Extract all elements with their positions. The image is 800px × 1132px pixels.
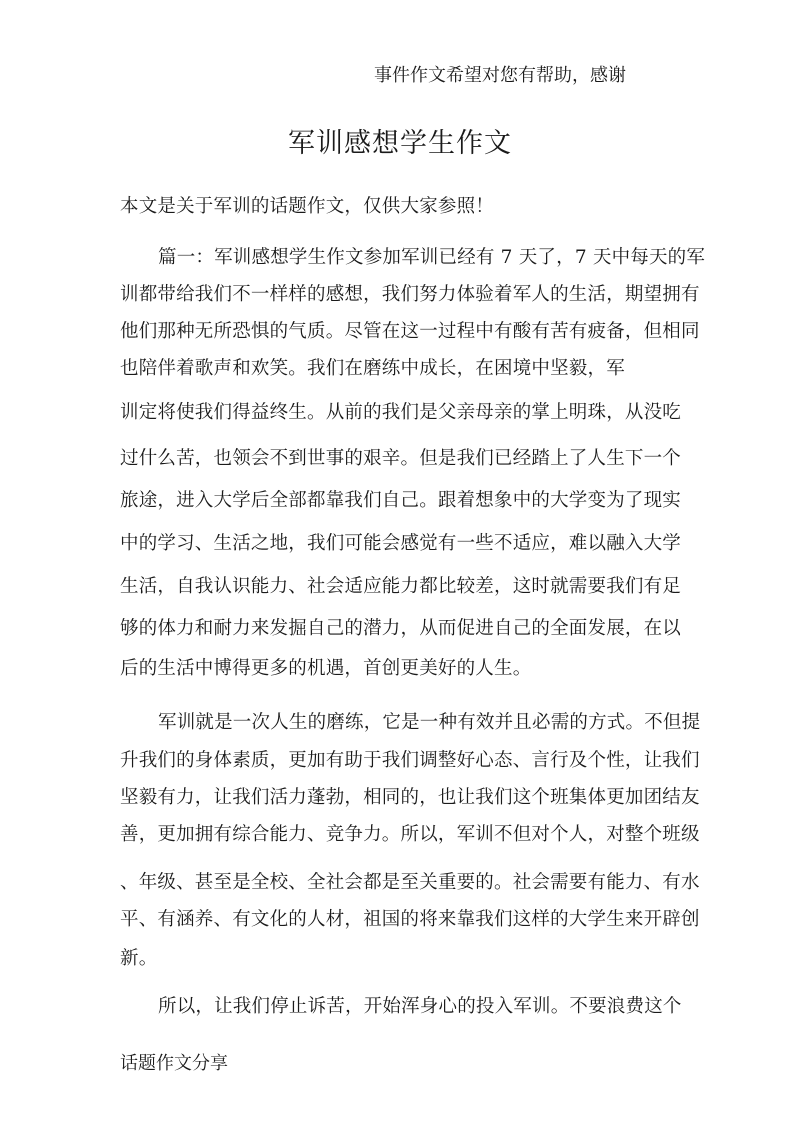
intro-line: 本文是关于军训的话题作文，仅供大家参照！ <box>120 196 495 217</box>
paragraph-line: 过什么苦，也领会不到世事的艰辛。但是我们已经踏上了人生下一个 <box>120 448 682 469</box>
paragraph-line: 旅途，进入大学后全部都靠我们自己。跟着想象中的大学变为了现实 <box>120 490 682 511</box>
paragraph-line: 生活，自我认识能力、社会适应能力都比较差，这时就需要我们有足 <box>120 576 682 597</box>
paragraph-line: 训都带给我们不一样样的感想，我们努力体验着军人的生活，期望拥有 <box>120 284 700 305</box>
paragraph-line: 坚毅有力，让我们活力蓬勃，相同的，也让我们这个班集体更加团结友 <box>120 787 700 808</box>
paragraph-line: 新。 <box>120 948 158 969</box>
paragraph-line: 够的体力和耐力来发掘自己的潜力，从而促进自己的全面发展，在以 <box>120 618 682 639</box>
paragraph-line: 他们那种无所恐惧的气质。尽管在这一过程中有酸有苦有疲备，但相同 <box>120 321 700 342</box>
paragraph-line: 中的学习、生活之地，我们可能会感觉有一些不适应，难以融入大学 <box>120 533 682 554</box>
paragraph-line: 升我们的身体素质，更加有助于我们调整好心态、言行及个性，让我们 <box>120 750 700 771</box>
paragraph-line: 训定将使我们得益终生。从前的我们是父亲母亲的掌上明珠，从没吃 <box>120 402 682 423</box>
paragraph-line: 、年级、甚至是全校、全社会都是至关重要的。社会需要有能力、有水 <box>120 872 700 893</box>
paragraph-line: 平、有涵养、有文化的人材，祖国的将来靠我们这样的大学生来开辟创 <box>120 909 700 930</box>
paragraph-line: 篇一：军训感想学生作文参加军训已经有 7 天了，7 天中每天的军 <box>158 247 706 268</box>
page-title: 军训感想学生作文 <box>288 128 512 159</box>
footer-note: 话题作文分享 <box>120 1053 228 1074</box>
paragraph-line: 军训就是一次人生的磨练，它是一种有效并且必需的方式。不但提 <box>158 712 701 733</box>
paragraph-line: 所以，让我们停止诉苦，开始浑身心的投入军训。不要浪费这个 <box>158 996 682 1017</box>
paragraph-line: 善，更加拥有综合能力、竞争力。所以，军训不但对个人，对整个班级 <box>120 824 700 845</box>
paragraph-line: 后的生活中博得更多的机遇，首创更美好的人生。 <box>120 658 532 679</box>
header-note: 事件作文希望对您有帮助，感谢 <box>374 65 626 86</box>
paragraph-line: 也陪伴着歌声和欢笑。我们在磨练中成长，在困境中坚毅，军 <box>120 358 625 379</box>
